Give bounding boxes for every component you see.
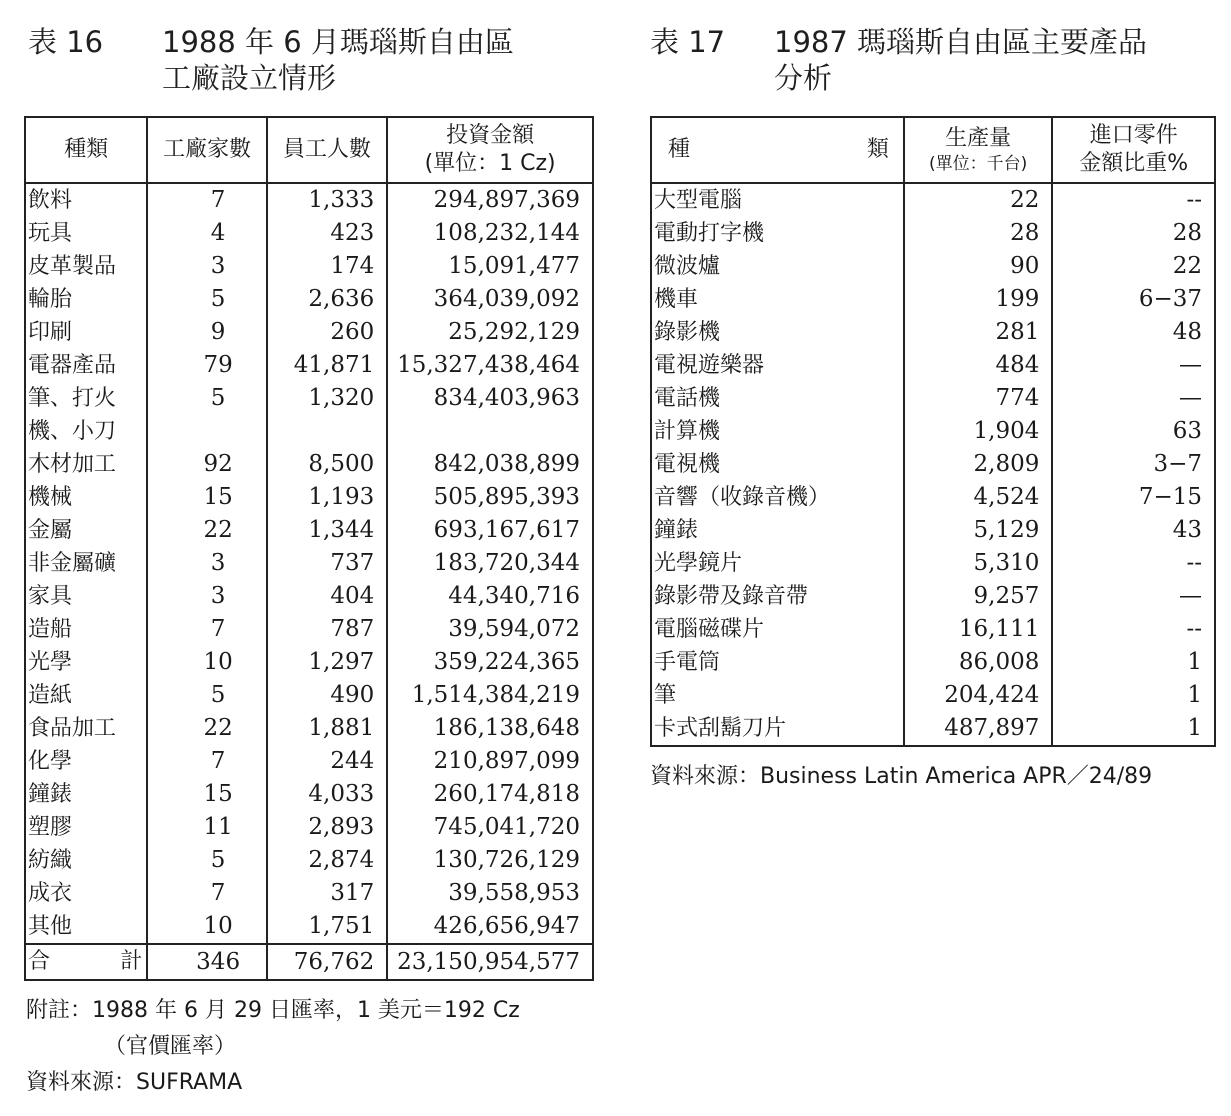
- header-investment-unit: (單位：1 Cz): [424, 151, 556, 176]
- factories-cell: 5: [147, 679, 266, 712]
- table-row: [25, 877, 593, 910]
- employees-cell: 41,871: [267, 349, 387, 382]
- import-share-cell: 48: [1052, 316, 1215, 349]
- table-row: [25, 183, 593, 217]
- product-cell: 電動打字機: [654, 221, 765, 246]
- factories-cell: 4: [147, 217, 266, 250]
- production-cell: 90: [904, 250, 1053, 283]
- import-share-cell: 7−15: [1052, 481, 1215, 514]
- table16-source: 資料來源：SUFRAMA: [26, 1070, 243, 1095]
- investment-cell: 693,167,617: [387, 514, 593, 547]
- table-row: [651, 349, 1215, 382]
- import-share-cell: —: [1052, 349, 1215, 382]
- total-investment: 23,150,954,577: [387, 944, 593, 980]
- production-cell: 484: [904, 349, 1053, 382]
- import-share-cell: 3−7: [1052, 448, 1215, 481]
- product-cell: 大型電腦: [654, 188, 743, 213]
- investment-cell: 25,292,129: [387, 316, 593, 349]
- table-row: [651, 646, 1215, 679]
- table17-title-line1: 1987 瑪瑙斯自由區主要產品: [774, 25, 1148, 59]
- category-cell: 食品加工: [28, 716, 117, 741]
- table-row: [25, 283, 593, 316]
- import-share-cell: 1: [1052, 712, 1215, 746]
- production-cell: 86,008: [904, 646, 1053, 679]
- product-cell: 筆: [654, 683, 677, 708]
- category-cell: 金屬: [28, 518, 73, 543]
- employees-cell: 1,193: [267, 481, 387, 514]
- total-factories: 346: [147, 944, 266, 980]
- header-employees: 員工人數: [267, 117, 387, 183]
- table-row: [651, 316, 1215, 349]
- employees-cell: 1,881: [267, 712, 387, 745]
- employees-cell: 1,344: [267, 514, 387, 547]
- category-cell: 筆、打火: [28, 386, 117, 411]
- production-cell: 28: [904, 217, 1053, 250]
- employees-cell: 174: [267, 250, 387, 283]
- factories-cell: 10: [147, 910, 266, 944]
- header-category: 種類: [25, 117, 147, 183]
- product-cell: 卡式刮鬍刀片: [654, 716, 787, 741]
- employees-cell: 787: [267, 613, 387, 646]
- category-cell: 輪胎: [28, 287, 73, 312]
- table-row: [25, 481, 593, 514]
- employees-cell: 1,751: [267, 910, 387, 944]
- category-cell: 非金屬礦: [28, 551, 117, 576]
- factory-table-header: [25, 117, 593, 183]
- product-cell: 電視遊樂器: [654, 353, 765, 378]
- product-table-header: [651, 117, 1215, 183]
- table16-title-line2: 工廠設立情形: [162, 61, 337, 95]
- investment-cell: 39,594,072: [387, 613, 593, 646]
- investment-cell: 108,232,144: [387, 217, 593, 250]
- product-cell: 電視機: [654, 452, 721, 477]
- table-row: [25, 547, 593, 580]
- product-cell: 計算機: [654, 419, 721, 444]
- employees-cell: 423: [267, 217, 387, 250]
- investment-cell: 210,897,099: [387, 745, 593, 778]
- import-share-cell: --: [1052, 613, 1215, 646]
- import-share-cell: 63: [1052, 415, 1215, 448]
- category-cell: 造船: [28, 617, 73, 642]
- investment-cell: 39,558,953: [387, 877, 593, 910]
- header-import-parts-line2: 金額比重%: [1079, 151, 1189, 176]
- production-cell: 5,129: [904, 514, 1053, 547]
- table16-note: 附註：1988 年 6 月 29 日匯率，1 美元＝192 Cz: [26, 998, 520, 1023]
- investment-cell: 505,895,393: [387, 481, 593, 514]
- table-row: [25, 910, 593, 944]
- factories-cell: 7: [147, 183, 266, 217]
- employees-cell: 260: [267, 316, 387, 349]
- product-cell: 光學鏡片: [654, 551, 743, 576]
- factories-cell: 3: [147, 250, 266, 283]
- production-cell: 5,310: [904, 547, 1053, 580]
- investment-cell: 260,174,818: [387, 778, 593, 811]
- header-production-unit: (單位：千台): [929, 154, 1028, 174]
- table-row: [651, 514, 1215, 547]
- table-row: [651, 679, 1215, 712]
- table-row: [25, 613, 593, 646]
- production-cell: 16,111: [904, 613, 1053, 646]
- investment-cell: 15,091,477: [387, 250, 593, 283]
- production-cell: 22: [904, 183, 1053, 217]
- product-table: [650, 116, 1216, 747]
- production-cell: 199: [904, 283, 1053, 316]
- import-share-cell: 22: [1052, 250, 1215, 283]
- factories-cell: 5: [147, 382, 266, 415]
- header-production: [904, 117, 1053, 183]
- employees-cell: 244: [267, 745, 387, 778]
- employees-cell: 2,636: [267, 283, 387, 316]
- production-cell: 487,897: [904, 712, 1053, 746]
- table16-note-line2: （官價匯率）: [104, 1034, 237, 1059]
- product-cell: 手電筒: [654, 650, 721, 675]
- table17-label: 表 17: [650, 25, 726, 59]
- employees-cell: 490: [267, 679, 387, 712]
- category-cell: 機械: [28, 485, 73, 510]
- table-row: [25, 217, 593, 250]
- category-cell: 玩具: [28, 221, 73, 246]
- table-row: [25, 415, 593, 448]
- table-row: [651, 547, 1215, 580]
- category-cell: 皮革製品: [28, 254, 117, 279]
- investment-cell: 183,720,344: [387, 547, 593, 580]
- employees-cell: 2,893: [267, 811, 387, 844]
- category-cell: 木材加工: [28, 452, 117, 477]
- category-cell: 家具: [28, 584, 73, 609]
- table17-title-line2: 分析: [774, 61, 833, 95]
- factories-cell: 15: [147, 481, 266, 514]
- header-import-parts: [1052, 117, 1215, 183]
- header-investment: [387, 117, 593, 183]
- table-row: [651, 183, 1215, 217]
- total-label: 合 計: [25, 944, 147, 980]
- category-cell: 飲料: [28, 188, 73, 213]
- factory-table: [24, 116, 594, 981]
- factories-cell: 3: [147, 580, 266, 613]
- factories-cell: 7: [147, 877, 266, 910]
- employees-cell: 1,333: [267, 183, 387, 217]
- import-share-cell: —: [1052, 580, 1215, 613]
- table-row: [25, 712, 593, 745]
- factories-cell: 5: [147, 283, 266, 316]
- production-cell: 281: [904, 316, 1053, 349]
- factories-cell: 3: [147, 547, 266, 580]
- employees-cell: 404: [267, 580, 387, 613]
- category-cell: 機、小刀: [28, 419, 117, 444]
- investment-cell: 364,039,092: [387, 283, 593, 316]
- category-cell: 印刷: [28, 320, 73, 345]
- factories-cell: 15: [147, 778, 266, 811]
- import-share-cell: 28: [1052, 217, 1215, 250]
- category-cell: 紡織: [28, 848, 73, 873]
- employees-cell: 4,033: [267, 778, 387, 811]
- production-cell: 204,424: [904, 679, 1053, 712]
- factories-cell: 7: [147, 613, 266, 646]
- production-cell: 4,524: [904, 481, 1053, 514]
- table-row: [651, 415, 1215, 448]
- product-cell: 電腦磁碟片: [654, 617, 765, 642]
- table-row: [651, 217, 1215, 250]
- import-share-cell: --: [1052, 183, 1215, 217]
- investment-cell: 1,514,384,219: [387, 679, 593, 712]
- table-row: [25, 580, 593, 613]
- table-row: [25, 811, 593, 844]
- table-row: [651, 481, 1215, 514]
- table-row: [25, 745, 593, 778]
- factories-cell: [147, 415, 266, 448]
- table-row: [651, 382, 1215, 415]
- investment-cell: 15,327,438,464: [387, 349, 593, 382]
- import-share-cell: 6−37: [1052, 283, 1215, 316]
- factories-cell: 22: [147, 514, 266, 547]
- investment-cell: 44,340,716: [387, 580, 593, 613]
- import-share-cell: 43: [1052, 514, 1215, 547]
- table16-title: [28, 24, 608, 104]
- employees-cell: 737: [267, 547, 387, 580]
- investment-cell: 186,138,648: [387, 712, 593, 745]
- table-row: [651, 580, 1215, 613]
- table-row: [651, 712, 1215, 746]
- investment-cell: [387, 415, 593, 448]
- investment-cell: 745,041,720: [387, 811, 593, 844]
- table-row: [651, 448, 1215, 481]
- production-cell: 2,809: [904, 448, 1053, 481]
- table16-label: 表 16: [28, 25, 104, 59]
- table17-title: [650, 24, 1230, 104]
- investment-cell: 130,726,129: [387, 844, 593, 877]
- table16-title-line1: 1988 年 6 月瑪瑙斯自由區: [162, 25, 514, 59]
- factories-cell: 9: [147, 316, 266, 349]
- production-cell: 1,904: [904, 415, 1053, 448]
- table-row: [25, 349, 593, 382]
- table-row: [25, 844, 593, 877]
- table-row: [25, 778, 593, 811]
- product-cell: 錄影帶及錄音帶: [654, 584, 809, 609]
- employees-cell: 1,297: [267, 646, 387, 679]
- factories-cell: 79: [147, 349, 266, 382]
- factories-cell: 92: [147, 448, 266, 481]
- header-investment-label: 投資金額: [446, 123, 535, 148]
- factories-cell: 10: [147, 646, 266, 679]
- production-cell: 774: [904, 382, 1053, 415]
- employees-cell: 2,874: [267, 844, 387, 877]
- employees-cell: 317: [267, 877, 387, 910]
- header-kind: 種類: [651, 117, 904, 183]
- investment-cell: 426,656,947: [387, 910, 593, 944]
- production-cell: 9,257: [904, 580, 1053, 613]
- table-row: [651, 613, 1215, 646]
- factories-cell: 11: [147, 811, 266, 844]
- header-import-parts-line1: 進口零件: [1089, 123, 1178, 148]
- header-factories: 工廠家數: [147, 117, 266, 183]
- table-row: [25, 679, 593, 712]
- investment-cell: 842,038,899: [387, 448, 593, 481]
- category-cell: 化學: [28, 749, 73, 774]
- product-cell: 機車: [654, 287, 699, 312]
- investment-cell: 294,897,369: [387, 183, 593, 217]
- header-production-label: 生產量: [945, 126, 1012, 151]
- employees-cell: 8,500: [267, 448, 387, 481]
- table17-source: 資料來源：Business Latin America APR／24/89: [650, 764, 1153, 789]
- factories-cell: 7: [147, 745, 266, 778]
- import-share-cell: --: [1052, 547, 1215, 580]
- table-row: [651, 250, 1215, 283]
- table-row: [651, 283, 1215, 316]
- category-cell: 造紙: [28, 683, 73, 708]
- import-share-cell: 1: [1052, 646, 1215, 679]
- total-employees: 76,762: [267, 944, 387, 980]
- category-cell: 塑膠: [28, 815, 73, 840]
- category-cell: 電器產品: [28, 353, 117, 378]
- product-cell: 電話機: [654, 386, 721, 411]
- table-row: [25, 316, 593, 349]
- factories-cell: 22: [147, 712, 266, 745]
- table-row: [25, 382, 593, 415]
- product-cell: 錄影機: [654, 320, 721, 345]
- table-row: [25, 514, 593, 547]
- investment-cell: 359,224,365: [387, 646, 593, 679]
- table-row: [25, 250, 593, 283]
- factory-table-total-row: [25, 944, 593, 980]
- category-cell: 其他: [28, 914, 73, 939]
- category-cell: 成衣: [28, 881, 73, 906]
- table-row: [25, 646, 593, 679]
- employees-cell: [267, 415, 387, 448]
- import-share-cell: —: [1052, 382, 1215, 415]
- category-cell: 鐘錶: [28, 782, 73, 807]
- investment-cell: 834,403,963: [387, 382, 593, 415]
- table-row: [25, 448, 593, 481]
- product-cell: 音響（收錄音機）: [654, 485, 831, 510]
- employees-cell: 1,320: [267, 382, 387, 415]
- category-cell: 光學: [28, 650, 73, 675]
- factories-cell: 5: [147, 844, 266, 877]
- import-share-cell: 1: [1052, 679, 1215, 712]
- product-cell: 微波爐: [654, 254, 721, 279]
- product-cell: 鐘錶: [654, 518, 699, 543]
